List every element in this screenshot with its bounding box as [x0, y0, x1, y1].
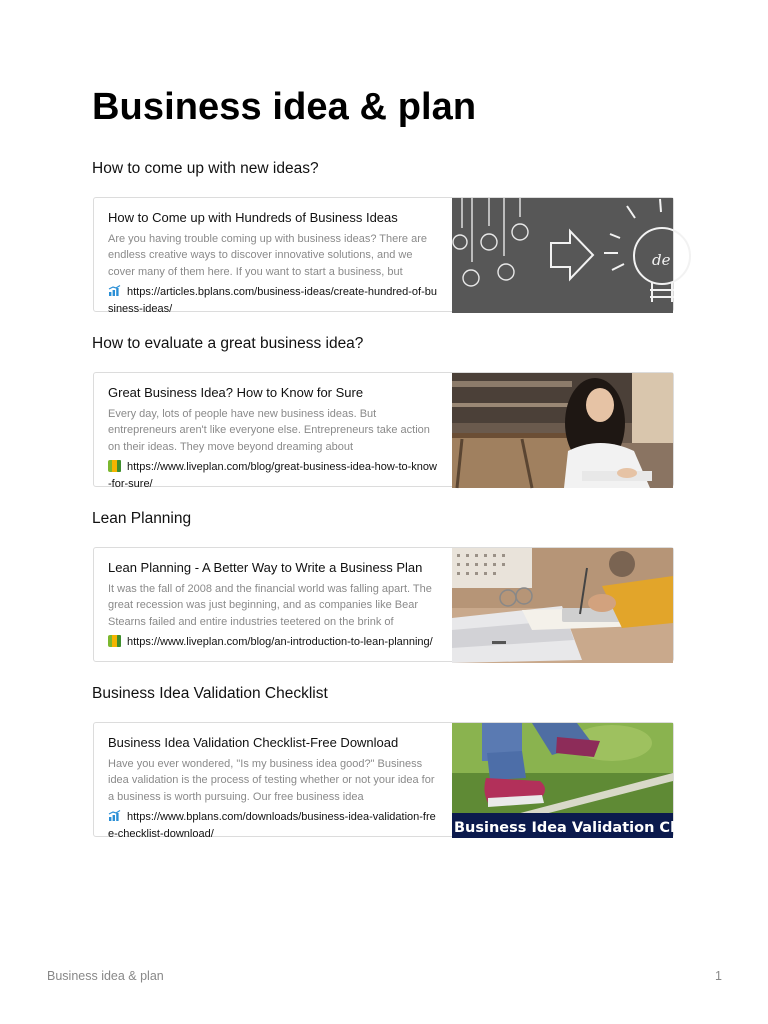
- card-url[interactable]: [108, 284, 440, 317]
- liveplan-icon: [108, 460, 121, 472]
- card-thumbnail: [452, 198, 673, 313]
- card-description: It was the fall of 2008 and the financial world was falling apart. The great recession was just beginning, and as companies like Bear Stearns failed and entire industries teetered on the brink of: [108, 583, 432, 628]
- link-card[interactable]: [93, 722, 699, 840]
- card-title[interactable]: Business Idea Validation Checklist-Free Download: [108, 735, 399, 750]
- page-number: 1: [715, 969, 722, 983]
- card-thumbnail: [452, 723, 699, 838]
- footer-title: Business idea & plan: [47, 969, 164, 983]
- section-heading: How to come up with new ideas?: [92, 160, 319, 177]
- section-heading: Business Idea Validation Checklist: [92, 685, 328, 702]
- liveplan-icon: [108, 635, 121, 647]
- card-title[interactable]: Great Business Idea? How to Know for Sure: [108, 385, 364, 400]
- card-thumbnail: [452, 373, 673, 488]
- section: [92, 158, 675, 315]
- bplans-icon: [108, 285, 121, 297]
- bplans-icon: [108, 810, 121, 822]
- card-description: Every day, lots of people have new business ideas. But entrepreneurs aren't like everyone else. Entrepreneurs take action on their ideas. They move beyond dreaming about: [108, 408, 430, 453]
- link-card[interactable]: [93, 547, 674, 662]
- card-url[interactable]: [108, 459, 440, 492]
- card-url-text[interactable]: https://www.liveplan.com/blog/an-introduction-to-lean-planning/: [127, 636, 433, 648]
- section-heading: Lean Planning: [92, 510, 192, 527]
- link-card[interactable]: [93, 197, 674, 315]
- page-title: Business idea & plan: [92, 86, 477, 128]
- card-url-text[interactable]: https://www.liveplan.com/blog/great-business-idea-how-to-know-for-sure/: [108, 461, 437, 490]
- card-title[interactable]: Lean Planning - A Better Way to Write a Business Plan: [108, 560, 423, 575]
- section: [92, 508, 675, 648]
- card-url[interactable]: [108, 809, 440, 842]
- card-url[interactable]: [108, 634, 440, 651]
- card-description: Are you having trouble coming up with business ideas? There are endless creative ways to discover innovative solutions, and we cover many of them here. If you want to start a business, but: [108, 233, 427, 278]
- link-card[interactable]: [93, 372, 674, 490]
- section-heading: How to evaluate a great business idea?: [92, 335, 364, 352]
- section: [92, 683, 699, 840]
- card-url-text[interactable]: https://articles.bplans.com/business-ideas/create-hundred-of-business-ideas/: [108, 286, 437, 315]
- card-title[interactable]: How to Come up with Hundreds of Business Ideas: [108, 210, 398, 225]
- card-description: Have you ever wondered, "Is my business idea good?" Business idea validation is the process of testing whether or not your idea for a business is worth pursuing. Our free business idea: [108, 758, 435, 803]
- section: [92, 333, 675, 490]
- card-url-text[interactable]: https://www.bplans.com/downloads/business-idea-validation-free-checklist-download/: [108, 811, 436, 840]
- card-thumbnail: [452, 548, 673, 663]
- thumbnail-caption: Business Idea Validation Chec: [454, 820, 699, 836]
- svg-text:de: de: [652, 251, 671, 269]
